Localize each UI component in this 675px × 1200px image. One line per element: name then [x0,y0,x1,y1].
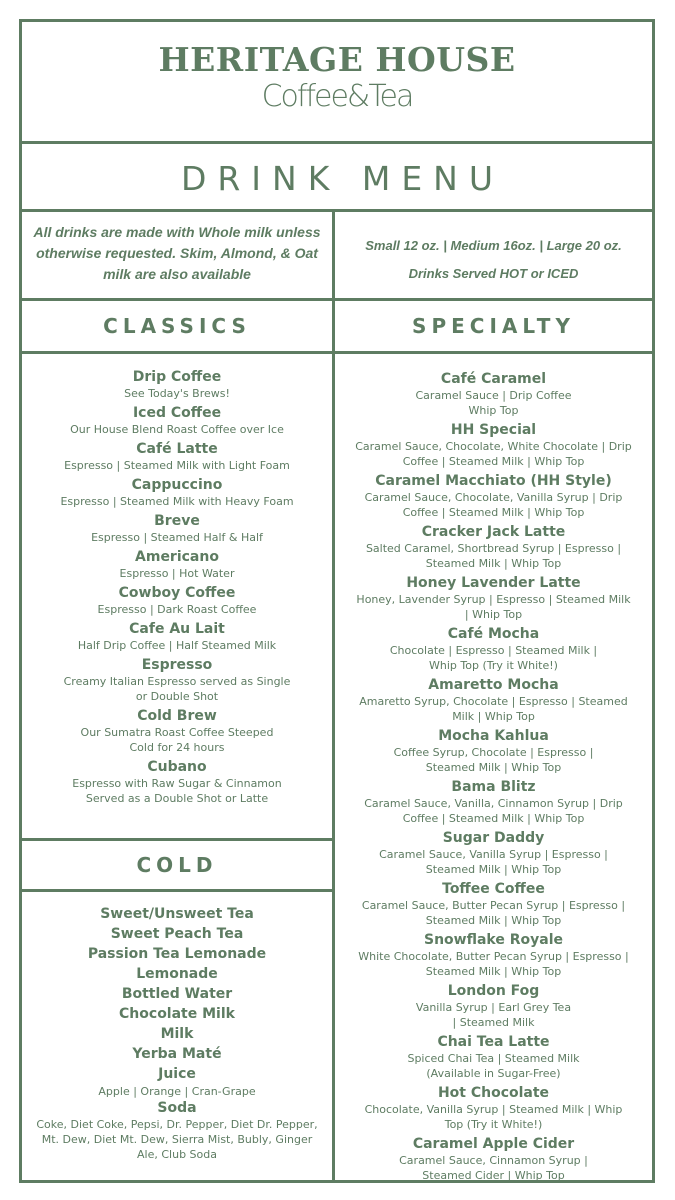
list-item [32,1099,322,1162]
page-title: DRINK MENU [180,158,505,198]
drink-description: Espresso | Steamed Milk with Light Foam [64,459,290,472]
drink-name: Café Latte [136,441,218,457]
list-item [355,1084,632,1132]
list-item [32,404,322,437]
drink-description: Espresso with Raw Sugar & Cinnamon Served as a Double Shot or Latte [72,777,282,805]
list-item [355,523,632,571]
cold-list [32,904,322,1162]
drink-description: Creamy Italian Espresso served as Single or Double Shot [63,675,291,703]
drink-name: Espresso [141,657,213,673]
drink-description: Apple | Orange | Cran-Grape [98,1085,256,1098]
specialty-heading: SPECIALTY [412,314,575,338]
drink-name: HH Special [450,422,537,438]
drink-description: Espresso | Dark Roast Coffee [97,603,257,616]
list-item [355,931,632,979]
list-item: Sweet Peach Tea [110,926,244,942]
drink-name: Café Mocha [447,626,540,642]
classics-list [32,368,322,809]
list-item [32,368,322,401]
list-item [355,727,632,775]
drink-description: Chocolate | Espresso | Steamed Milk | Whip Top (Try it White!) [389,644,598,672]
drink-description: Honey, Lavender Syrup | Espresso | Steamed Milk | Whip Top [356,593,631,621]
drink-description: Caramel Sauce | Drip Coffee Whip Top [415,389,572,417]
drink-name: Bama Blitz [451,779,536,795]
list-item: Yerba Maté [132,1046,222,1062]
drink-name: Café Caramel [440,371,547,387]
list-item [355,1033,632,1081]
specialty-list [355,370,632,1186]
divider [22,351,652,354]
drink-description: Salted Caramel, Shortbread Syrup | Espresso | Steamed Milk | Whip Top [365,542,622,570]
drink-description: Espresso | Steamed Half & Half [91,531,263,544]
drink-name: Caramel Apple Cider [412,1136,575,1152]
drink-name: Chai Tea Latte [437,1034,550,1050]
drink-name: London Fog [447,983,540,999]
list-item [32,548,322,581]
list-item [32,440,322,473]
drink-description: Caramel Sauce, Cinnamon Syrup | Steamed Cider | Whip Top [399,1154,588,1182]
drink-description: Spiced Chai Tea | Steamed Milk (Available in Sugar-Free) [407,1052,580,1080]
list-item [32,584,322,617]
list-item [355,574,632,622]
cold-heading: COLD [136,853,218,877]
drink-name: Amaretto Mocha [428,677,559,693]
list-item [32,707,322,755]
drink-name: Americano [135,549,219,565]
list-item [32,758,322,806]
drink-description: Caramel Sauce, Butter Pecan Syrup | Espresso | Steamed Milk | Whip Top [361,899,626,927]
divider [22,141,652,144]
list-item [355,778,632,826]
drink-name: Mocha Kahlua [438,728,549,744]
drink-name: Cowboy Coffee [118,585,236,601]
drink-description: Half Drip Coffee | Half Steamed Milk [77,639,277,652]
drink-description: Caramel Sauce, Chocolate, Vanilla Syrup | Drip Coffee | Steamed Milk | Whip Top [364,491,623,519]
list-item [32,512,322,545]
list-item [355,625,632,673]
drink-description: Caramel Sauce, Vanilla, Cinnamon Syrup | Drip Coffee | Steamed Milk | Whip Top [364,797,623,825]
drink-description: Chocolate, Vanilla Syrup | Steamed Milk | Whip Top (Try it White!) [364,1103,623,1131]
column-divider [332,212,335,1180]
list-item [355,676,632,724]
divider [22,889,332,892]
list-item [355,982,632,1030]
list-item: Passion Tea Lemonade [87,946,267,962]
list-item: Sweet/Unsweet Tea [100,906,254,922]
drink-name: Cafe Au Lait [129,621,225,637]
drink-name: Soda [157,1100,197,1116]
size-note [335,232,652,288]
drink-description: See Today's Brews! [124,387,230,400]
list-item [355,829,632,877]
milk-note: All drinks are made with Whole milk unless otherwise requested. Skim, Almond, & Oat milk are also available [33,224,321,282]
drink-name: Cold Brew [137,708,217,724]
list-item [355,472,632,520]
drink-name: Cracker Jack Latte [421,524,566,540]
classics-heading: CLASSICS [103,314,251,338]
drink-name: Breve [154,513,200,529]
drink-description: Espresso | Hot Water [119,567,235,580]
drink-name: Sugar Daddy [442,830,545,846]
drink-description: Our House Blend Roast Coffee over Ice [70,423,284,436]
list-item: Milk [160,1026,194,1042]
list-item [355,1135,632,1183]
drink-name: Cappuccino [131,477,223,493]
drink-name: Cubano [147,759,207,775]
drink-description: Amaretto Syrup, Chocolate | Espresso | Steamed Milk | Whip Top [359,695,628,723]
divider [22,209,652,212]
list-item [32,656,322,704]
brand-name: HERITAGE HOUSE [158,40,516,79]
brand-tagline: Coffee&Tea [261,79,413,114]
size-options: Small 12 oz. | Medium 16oz. | Large 20 oz. [365,238,622,253]
drink-description: White Chocolate, Butter Pecan Syrup | Espresso | Steamed Milk | Whip Top [358,950,629,978]
drink-name: Drip Coffee [132,369,222,385]
drink-name: Snowflake Royale [424,932,563,948]
list-item [32,1064,322,1099]
list-item: Chocolate Milk [119,1006,235,1022]
drink-description: Espresso | Steamed Milk with Heavy Foam [60,495,294,508]
serving-options: Drinks Served HOT or ICED [408,266,579,281]
drink-name: Caramel Macchiato (HH Style) [375,473,612,489]
list-item: Bottled Water [121,986,233,1002]
drink-description: Caramel Sauce, Vanilla Syrup | Espresso | Steamed Milk | Whip Top [379,848,608,876]
drink-name: Toffee Coffee [442,881,545,897]
list-item [32,476,322,509]
list-item: Lemonade [136,966,218,982]
drink-description: Vanilla Syrup | Earl Grey Tea | Steamed Milk [415,1001,572,1029]
drink-name: Hot Chocolate [437,1085,550,1101]
drink-description: Caramel Sauce, Chocolate, White Chocolate | Drip Coffee | Steamed Milk | Whip Top [355,440,632,468]
drink-description: Coke, Diet Coke, Pepsi, Dr. Pepper, Diet Dr. Pepper, Mt. Dew, Diet Mt. Dew, Sierra Mist, Bubly, Ginger Ale, Club Soda [36,1118,318,1161]
list-item [355,421,632,469]
list-item [355,370,632,418]
drink-name: Juice [158,1066,196,1082]
drink-description: Our Sumatra Roast Coffee Steeped Cold for 24 hours [80,726,274,754]
brand-logo [22,40,652,114]
list-item [32,620,322,653]
list-item [355,880,632,928]
drink-name: Iced Coffee [132,405,222,421]
drink-name: Honey Lavender Latte [406,575,581,591]
drink-description: Coffee Syrup, Chocolate | Espresso | Steamed Milk | Whip Top [393,746,594,774]
